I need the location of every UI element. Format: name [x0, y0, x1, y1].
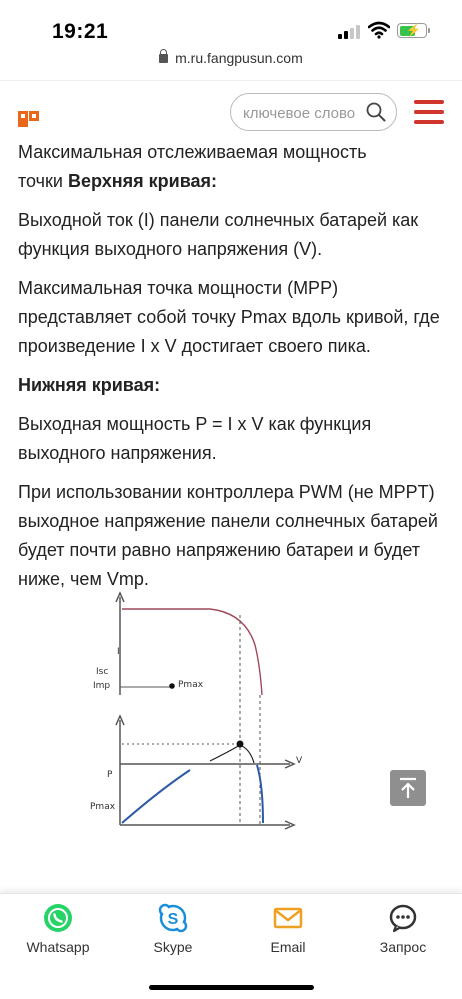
- email-icon: [272, 902, 304, 934]
- article-paragraph: При использовании контроллера PWM (не MPPT) выходное напряжение панели солнечных батарей будет почти равно напряжению батареи и будет ниже, чем Vmp.: [18, 482, 438, 589]
- axis-label-isc: Isc: [96, 667, 109, 677]
- search-input[interactable]: [243, 101, 363, 125]
- label-pmax-top: Pmax: [178, 680, 204, 690]
- intro-line2-prefix: точки: [18, 171, 68, 191]
- article-paragraph-intro: [18, 138, 448, 196]
- article-paragraph: Выходной ток (I) панели солнечных батарей как функция выходного напряжения (V).: [18, 210, 419, 259]
- cellular-signal-icon: [338, 25, 362, 39]
- axis-label-v-mid: V: [296, 756, 303, 766]
- url-text: m.ru.fangpusun.com: [175, 50, 303, 66]
- hamburger-menu-icon[interactable]: [414, 100, 444, 124]
- skype-button[interactable]: [123, 902, 223, 962]
- search-box: [230, 93, 397, 131]
- iv-pv-curve-figure: [60, 585, 310, 835]
- url-bar[interactable]: [0, 50, 462, 80]
- skype-label: Skype: [153, 939, 193, 955]
- email-button[interactable]: [238, 902, 338, 962]
- whatsapp-icon: [42, 902, 74, 934]
- home-indicator: [149, 985, 314, 990]
- label-pmax-bottom: Pmax: [90, 802, 116, 812]
- email-label: Email: [270, 939, 306, 955]
- article-paragraph: Максимальная точка мощности (MPP) представляет собой точку Pmax вдоль кривой, где произведение I x V достигает своего пика.: [18, 278, 440, 356]
- search-icon[interactable]: [366, 102, 386, 122]
- arrow-up-icon: [390, 770, 426, 806]
- scroll-to-top-button[interactable]: [390, 770, 426, 806]
- status-bar: [0, 0, 462, 50]
- axis-label-imp: Imp: [93, 681, 111, 691]
- lower-curve-title: Нижняя кривая:: [18, 375, 161, 395]
- whatsapp-label: Whatsapp: [26, 939, 90, 955]
- iv-pv-curve-diagram: [60, 585, 310, 835]
- intro-line1: Максимальная отслеживаемая мощность: [18, 142, 367, 162]
- axis-label-i: I: [117, 647, 120, 657]
- upper-curve-title: Верхняя кривая:: [67, 171, 218, 191]
- article-paragraph: Выходная мощность P = I x V как функция выходного напряжения.: [18, 414, 372, 463]
- skype-icon: [157, 902, 189, 934]
- status-time: 19:21: [52, 20, 109, 43]
- inquiry-label: Запрос: [379, 939, 427, 955]
- inquiry-button[interactable]: [353, 902, 453, 962]
- axis-label-p: P: [107, 770, 113, 780]
- svg-text:S: S: [167, 911, 179, 928]
- lock-icon: [159, 54, 168, 63]
- chat-icon: [387, 902, 419, 934]
- whatsapp-button[interactable]: [8, 902, 108, 962]
- bottom-contact-bar: [0, 893, 462, 999]
- site-header: [0, 80, 462, 142]
- battery-icon: ⚡: [397, 23, 427, 38]
- wifi-icon: [368, 21, 390, 39]
- site-logo[interactable]: [18, 111, 40, 127]
- article-content: [18, 138, 448, 604]
